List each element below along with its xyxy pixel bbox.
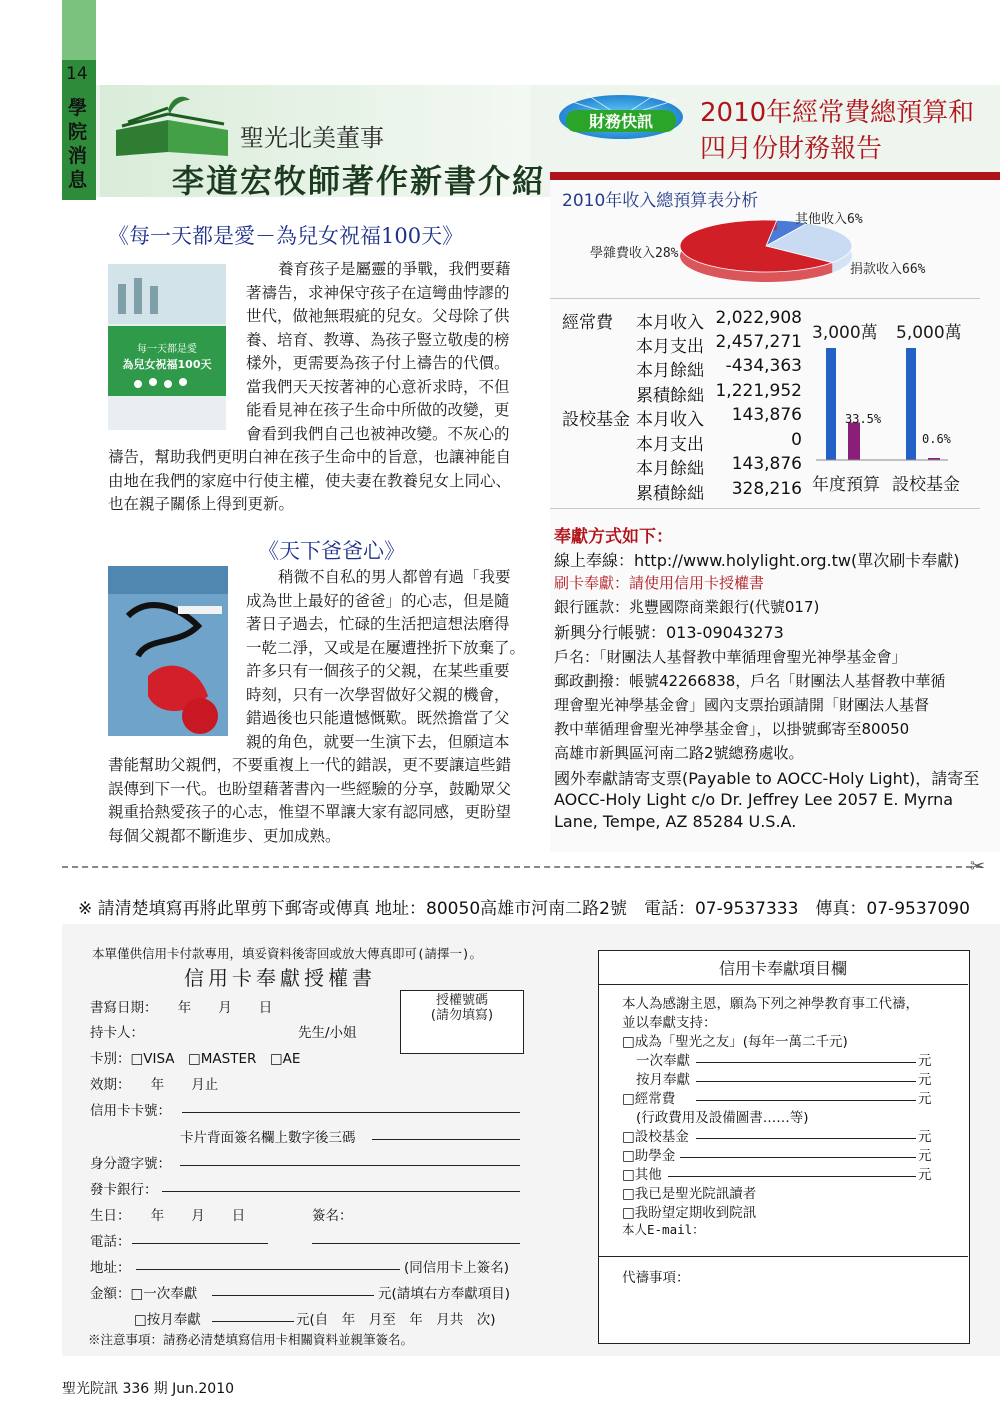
signature-label: 簽名： (312, 1208, 353, 1224)
building-fund-checkbox[interactable]: □設校基金 (622, 1129, 689, 1145)
finance-row-label: 本月支出 (636, 337, 704, 357)
page-footer: 聖光院訊 336 期 Jun.2010 (62, 1381, 235, 1397)
finance-row-label: 本月收入 (636, 313, 704, 333)
finance-title-line2: 四月份財務報告 (700, 134, 883, 164)
monthly-unit: 元 (918, 1072, 932, 1088)
book1-title: 《每一天都是愛－為兒女祝福100天》 (108, 224, 464, 248)
giving-line: 郵政劃撥：帳號42266838，戶名「財團法人基督教中華循 (554, 672, 946, 690)
bar-mark (826, 348, 836, 460)
giving-line: AOCC-Holy Light c/o Dr. Jeffrey Lee 2057 E. Myrna (554, 790, 954, 809)
cvv-input[interactable] (372, 1139, 520, 1140)
finance-title-line1: 2010年經常費總預算和 (700, 98, 975, 128)
monthly-label: 按月奉獻 (636, 1072, 690, 1088)
bar-top-label-2: 5,000萬 (896, 323, 962, 343)
donation-items-title: 信用卡奉獻項目欄 (718, 959, 847, 978)
authorization-box-label: 授權號碼 (請勿填寫) (430, 993, 494, 1023)
finance-row-value: 1,221,952 (715, 381, 802, 401)
card-number-label: 信用卡卡號： (90, 1103, 171, 1119)
one-time-amount-input[interactable] (212, 1295, 374, 1296)
page-number: 14 (66, 64, 88, 84)
finance-row-label: 本月餘絀 (636, 459, 704, 479)
issuing-bank-input[interactable] (162, 1191, 520, 1192)
divider (550, 298, 980, 299)
write-date-field[interactable]: 書寫日期： 年 月 日 (90, 1000, 273, 1016)
book1-line: 當我們天天按著神的心意祈求時，不但 (246, 377, 510, 396)
bar-mark (906, 348, 916, 460)
cut-line (62, 866, 982, 868)
scholarship-input[interactable] (680, 1157, 916, 1158)
svg-text:為兒女祝福100天: 為兒女祝福100天 (122, 358, 212, 371)
finance-category: 設校基金 (562, 410, 630, 430)
monthly-amount-checkbox[interactable]: □按月奉獻 (134, 1312, 201, 1328)
card-holder-label: 持卡人： (90, 1025, 144, 1041)
monthly-input[interactable] (696, 1081, 916, 1082)
once-input[interactable] (696, 1062, 916, 1063)
card-type-checkboxes[interactable]: 卡別：□VISA □MASTER □AE (90, 1051, 301, 1067)
page-title: 李道宏牧師著作新書介紹 (172, 162, 547, 200)
book2-line: 親的角色，就要一生演下去，但願這本 (246, 732, 510, 751)
book1-cover-image (108, 264, 226, 430)
book1-line: 會看到我們自己也被神改變。不灰心的 (246, 424, 510, 443)
bar-category-2: 設校基金 (892, 475, 960, 495)
section-tag: 學院消息 (68, 97, 88, 191)
giving-line: 教中華循理會聖光神學基金會」，以掛號郵寄至80050 (554, 720, 910, 738)
book1-line: 由地在我們的家庭中行使主權，使夫妻在教養兒女上同心、 (108, 471, 512, 490)
book2-cover-image (108, 566, 228, 736)
subscribe-checkbox[interactable]: □我盼望定期收到院訊 (622, 1205, 757, 1221)
general-fund-checkbox[interactable]: □經常費 (622, 1091, 676, 1107)
one-time-amount-suffix: 元(請填右方奉獻項目) (378, 1286, 511, 1302)
address-label: 地址： (90, 1260, 131, 1276)
bar-value-label-2: 0.6% (922, 432, 951, 446)
one-time-amount-checkbox[interactable]: 金額：□一次奉獻 (90, 1286, 198, 1302)
other-checkbox[interactable]: □其他 (622, 1167, 662, 1183)
book1-line: 禱告，幫助我們更明白神在孩子生命中的旨意，也讓神能自 (108, 448, 512, 466)
cvv-label: 卡片背面簽名欄上數字後三碼 (180, 1130, 356, 1146)
finance-row-label: 本月收入 (636, 410, 704, 430)
issuing-bank-label: 發卡銀行： (90, 1182, 158, 1198)
giving-line: 高雄市新興區河南二路2號總務處收。 (554, 744, 804, 762)
prayer-label: 代禱事項： (622, 1270, 690, 1286)
finance-row-label: 本月餘絀 (636, 361, 704, 381)
phone-input[interactable] (132, 1243, 268, 1244)
finance-row-value: 2,457,271 (715, 332, 802, 352)
book2-line: 誤傳到下一代。也盼望藉著書內一些經驗的分享，鼓勵眾父 (108, 779, 512, 798)
signature-input[interactable] (312, 1243, 520, 1244)
once-unit: 元 (918, 1053, 932, 1069)
scissors-icon: ✂ (970, 856, 986, 877)
finance-row-value: -434,363 (725, 356, 802, 376)
form-warning: ※注意事項：請務必清楚填寫信用卡相關資料並親筆簽名。 (88, 1332, 414, 1347)
bar-category-1: 年度預算 (812, 475, 880, 495)
scholarship-checkbox[interactable]: □助學金 (622, 1148, 676, 1164)
giving-line: 新興分行帳號：013-09043273 (554, 623, 784, 642)
book1-line: 養育孩子是屬靈的爭戰，我們要藉 (278, 260, 511, 278)
address-input[interactable] (136, 1269, 400, 1270)
book2-line: 著日子過去，忙碌的生活把這想法磨得 (246, 615, 510, 633)
svg-text:每一天都是愛: 每一天都是愛 (137, 344, 197, 355)
book2-line: 成為世上最好的爸爸」的心志，但是隨 (246, 591, 510, 610)
book2-line: 時刻，只有一次學習做好父親的機會， (246, 685, 510, 704)
form-notice: 本單僅供信用卡付款專用，填妥資料後寄回或放大傳真即可(請擇一)。 (92, 946, 483, 961)
finance-row-label: 累積餘絀 (636, 484, 704, 504)
other-unit: 元 (918, 1167, 932, 1183)
phone-label: 電話： (90, 1234, 131, 1250)
building-fund-unit: 元 (918, 1129, 932, 1145)
monthly-amount-input[interactable] (212, 1321, 294, 1322)
side-tab-accent (62, 0, 96, 60)
birthday-field[interactable]: 生日： 年 月 日 (90, 1208, 246, 1224)
id-number-input[interactable] (180, 1165, 520, 1166)
building-fund-input[interactable] (696, 1138, 916, 1139)
pie-label-other: 其他收入6% (795, 212, 863, 227)
book1-line: 世代，做祂無瑕疵的兒女。父母除了供 (246, 307, 510, 325)
book2-line: 親重拾熱愛孩子的心志，惟望不單讓大家有認同感，更盼望 (108, 803, 512, 821)
giving-line: 國外奉獻請寄支票(Payable to AOCC-Holy Light)，請寄至 (554, 769, 980, 788)
expiry-field[interactable]: 效期： 年 月止 (90, 1077, 219, 1093)
finance-row-value: 328,216 (731, 479, 802, 499)
finance-row-label: 本月支出 (636, 435, 704, 455)
book2-line: 書能幫助父親們，不要重複上一代的錯誤，更不要讓這些錯 (108, 756, 512, 774)
finance-row-value: 143,876 (731, 454, 802, 474)
giving-line: 刷卡奉獻：請使用信用卡授權書 (554, 574, 765, 592)
book2-line: 稍微不自私的男人都曾有過「我要 (278, 568, 511, 586)
open-book-icon (108, 90, 248, 160)
email-label: 本人E-mail： (622, 1222, 705, 1237)
general-fund-unit: 元 (918, 1091, 932, 1107)
book2-title: 《天下爸爸心》 (258, 539, 405, 563)
giving-line: 銀行匯款：兆豐國際商業銀行(代號017) (554, 598, 820, 616)
mailing-instruction: ※ 請清楚填寫再將此單剪下郵寄或傳真 地址：80050高雄市河南二路2號 電話：07-9537333 傳真：07-9537090 (78, 899, 970, 919)
divider (550, 508, 980, 509)
items-divider (598, 1256, 968, 1257)
friend-checkbox[interactable]: □成為「聖光之友」(每年一萬二千元) (622, 1034, 848, 1050)
book1-line: 養、培育、教導、為孩子豎立敬虔的榜 (246, 330, 510, 349)
bar-mark (848, 422, 860, 460)
finance-rule (550, 172, 1000, 180)
book1-line: 也在親子關係上得到更新。 (108, 495, 295, 513)
id-number-label: 身分證字號： (90, 1156, 171, 1172)
finance-row-value: 143,876 (731, 405, 802, 425)
bar-value-label-1: 33.5% (845, 412, 882, 426)
book1-line: 能看見神在孩子生命中所做的改變，更 (246, 401, 510, 419)
book2-line: 錯過後也只能遺憾慨歎。既然擔當了父 (246, 709, 510, 727)
budget-heading: 2010年收入總預算表分析 (562, 191, 759, 211)
address-suffix: (同信用卡上簽名) (404, 1260, 510, 1276)
bar-top-label-1: 3,000萬 (812, 323, 878, 343)
monthly-amount-suffix: 元(自 年 月至 年 月共 次) (296, 1312, 496, 1328)
card-number-input[interactable] (182, 1112, 520, 1113)
giving-heading: 奉獻方式如下： (554, 527, 673, 547)
book2-line: 許多只有一個孩子的父親，在某些重要 (246, 662, 510, 680)
finance-row-label: 累積餘絀 (636, 386, 704, 406)
scholarship-unit: 元 (918, 1148, 932, 1164)
finance-badge-label: 財務快訊 (588, 112, 654, 131)
reader-checkbox[interactable]: □我已是聖光院訊讀者 (622, 1186, 757, 1202)
other-input[interactable] (668, 1176, 916, 1177)
book2-line: 每個父親都不斷進步、更加成熟。 (108, 826, 341, 845)
pie-label-donation: 捐款收入66% (850, 262, 926, 277)
items-intro-1: 本人為感謝主恩，願為下列之神學教育事工代禱， (622, 996, 919, 1012)
once-label: 一次奉獻 (636, 1053, 690, 1069)
giving-line: Lane, Tempe, AZ 85284 U.S.A. (554, 812, 797, 831)
pie-label-tuition: 學雜費收入28% (590, 246, 679, 261)
general-fund-note: (行政費用及設備圖書……等) (636, 1110, 809, 1126)
book2-line: 一乾二淨，又或是在屢遭挫折下放棄了。 (246, 638, 526, 657)
giving-line: 理會聖光神學基金會」國內支票抬頭請開「財團法人基督 (554, 696, 930, 714)
book1-line: 樣外，更需要為孩子付上禱告的代價。 (246, 354, 510, 372)
finance-row-value: 0 (791, 430, 802, 450)
general-fund-input[interactable] (696, 1100, 916, 1101)
finance-badge (556, 92, 686, 142)
giving-line: 線上奉線：http://www.holylight.org.tw(單次刷卡奉獻) (554, 551, 960, 570)
header-subtitle: 聖光北美董事 (240, 124, 384, 152)
items-intro-2: 並以奉獻支持： (622, 1015, 717, 1031)
giving-line: 戶名：「財團法人基督教中華循理會聖光神學基金會」 (554, 648, 907, 666)
finance-category: 經常費 (562, 313, 613, 333)
card-holder-suffix: 先生/小姐 (298, 1025, 357, 1041)
book1-line: 著禱告，求神保守孩子在這彎曲悖謬的 (246, 283, 510, 302)
form-title: 信用卡奉獻授權書 (184, 966, 376, 990)
finance-row-value: 2,022,908 (715, 308, 802, 328)
